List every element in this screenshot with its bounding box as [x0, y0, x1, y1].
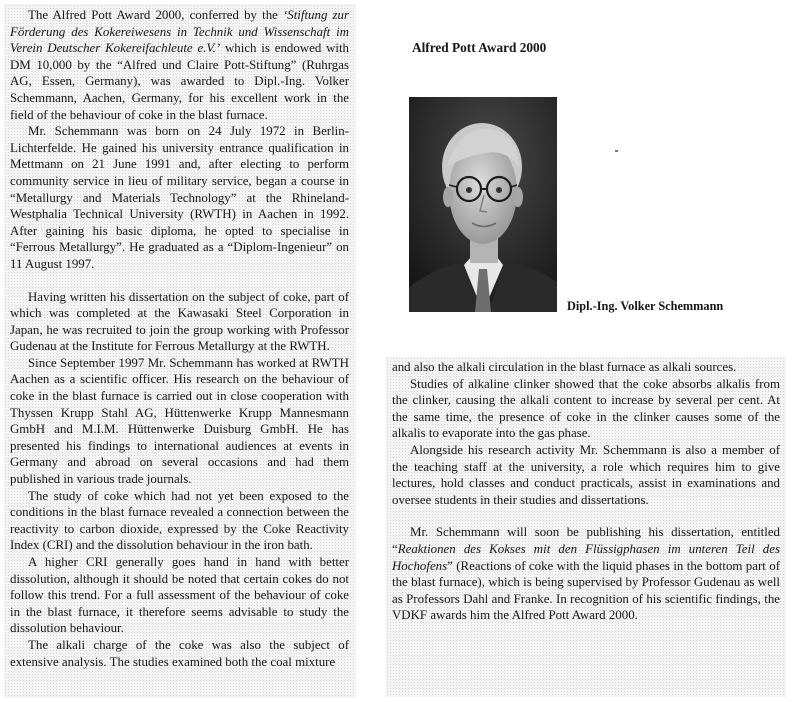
award-title: Alfred Pott Award 2000: [412, 40, 547, 55]
foundation-name: ‘Stiftung zur Förderung des Kokereiwesens in Technik und Wissenschaft im Verein Deutscher Kokereifachleute e.V.’: [10, 8, 349, 56]
publication-text-start: Mr. Schemmann will soon be publishing his dissertation, entitled “: [392, 525, 780, 556]
paragraph-biography: Mr. Schemmann was born on 24 July 1972 in Berlin-Lichterfelde. He gained his university entrance qualification in Mettmann on 21 June 1991 and, after electing to perform community service in lieu of military service, began a course in “Metallurgy and Materials Technology” at the Rhineland-Westphalia Technical University (RWTH) in Aachen in 1992. After gaining his basic diploma, he opted to specialise in “Ferrous Metallurgy”. He graduated as a “Diplom-Ingenieur” on 11 August 1997.: [10, 124, 349, 271]
paragraph-award-intro: [10, 7, 349, 123]
paragraph-clinker: Studies of alkaline clinker showed that the coke absorbs alkalis from the clinker, causing the alkali content to increase by several per cent. At the same time, the presence of coke in the clinker causes some of the alkalis to evaporate into the gas phase.: [392, 376, 780, 441]
publication-text-end: ” (Reactions of coke with the liquid phases in the bottom part of the blast furnace), which is being supervised by Professor Gudenau as well as Professors Dahl and Franke. In recognition of his scientific findings, the VDKF awards him the Alfred Pott Award 2000.: [392, 558, 780, 623]
paragraph-cri: A higher CRI generally goes hand in hand with better dissolution, although it should be noted that certain cokes do not follow this trend. For a full assessment of the behaviour of coke in the blast furnace, it therefore seems advisable to study the dissolution behaviour.: [10, 555, 349, 636]
paragraph-alkali-sources: and also the alkali circulation in the blast furnace as alkali sources.: [392, 360, 737, 374]
portrait-photo: [409, 97, 557, 312]
paragraph-teaching: Alongside his research activity Mr. Schemmann is also a member of the teaching staff at the university, a role which requires him to give lectures, hold classes and conduct practicals, assist in examinations and oversee students in their studies and dissertations.: [392, 442, 780, 507]
paragraph-alkali-charge: The alkali charge of the coke was also the subject of extensive analysis. The studies examined both the coal mixture: [10, 637, 349, 669]
intro-text-end: which is endowed with DM 10,000 by the “Alfred und Claire Pott-Stiftung” (Ruhrgas AG, Essen, Germany), was awarded to Dipl.-Ing. Volker Schemmann, Aachen, Germany, for his excellent work in the field of the behaviour of coke in the blast furnace.: [10, 41, 350, 122]
paragraph-coke-study: The study of coke which had not yet been exposed to the conditions in the blast furnace revealed a connection between the reactivity to carbon dioxide, expressed by the Coke Reactivity Index (CRI) and the dissolution behaviour in the iron bath.: [10, 488, 349, 553]
dissertation-title: Reaktionen des Kokses mit den Flüssigphasen im unteren Teil des Hochofens: [392, 541, 780, 573]
left-column: [10, 7, 349, 670]
intro-text-start: The Alfred Pott Award 2000, conferred by the: [28, 8, 283, 22]
photo-caption: Dipl.-Ing. Volker Schemmann: [567, 299, 724, 313]
paragraph-dissertation: Having written his dissertation on the subject of coke, part of which was completed at the Kawasaki Steel Corporation in Japan, he was recruited to join the group working with Professor Gudenau at the Institute for Ferrous Metallurgy at the RWTH.: [10, 289, 349, 354]
speck-mark: [615, 150, 618, 152]
paragraph-publication: [392, 524, 780, 624]
right-column: [392, 359, 780, 624]
paragraph-research: Since September 1997 Mr. Schemmann has worked at RWTH Aachen as a scientific officer. His research on the behaviour of coke in the blast furnace is carried out in close cooperation with Thyssen Krupp Stahl AG, Hüttenwerke Krupp Mannesmann GmbH and M.I.M. Hüttenwerke Duisburg GmbH. He has presented his findings to international audiences at events in Germany and abroad on several occasions and had them published in various trade journals.: [10, 355, 349, 487]
